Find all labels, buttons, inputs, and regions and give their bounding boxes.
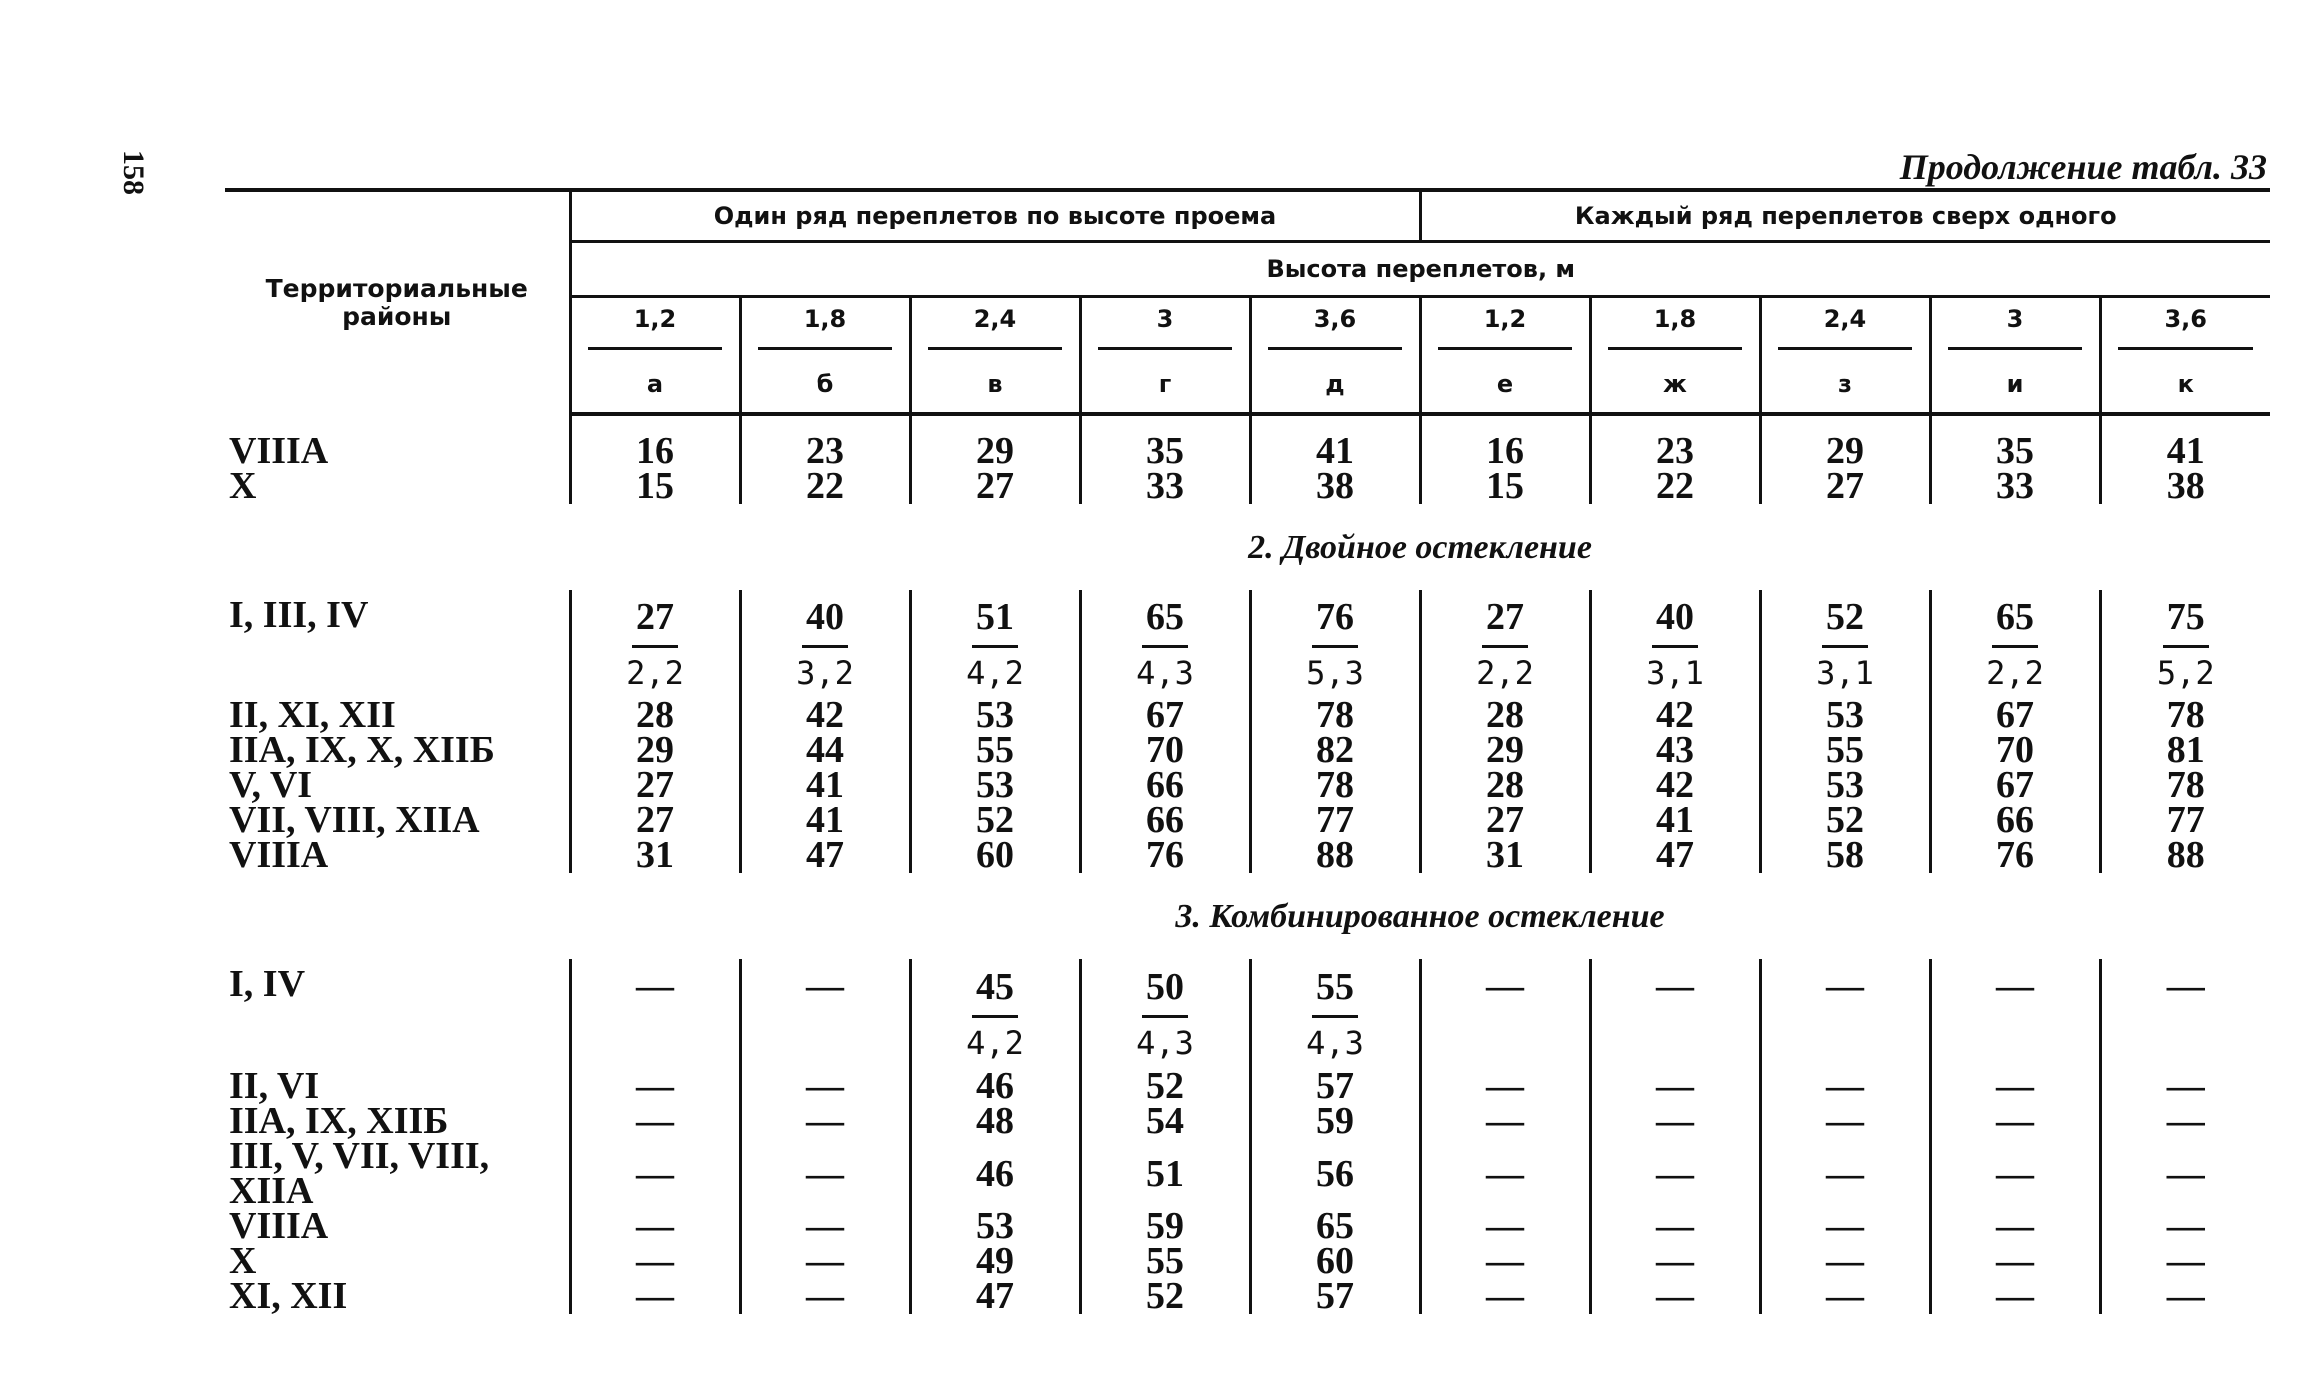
value-cell: 51 (1080, 1139, 1250, 1209)
group-right-header: Каждый ряд переплетов сверх одного (1420, 190, 2270, 242)
value-cell: 82 (1250, 733, 1420, 768)
height-value: 2,4 (1778, 305, 1912, 350)
value-cell: 41 (740, 768, 910, 803)
value-cell: 48 (910, 1104, 1080, 1139)
value-cell: — (570, 1069, 740, 1104)
column-letter: е (1420, 356, 1590, 414)
fraction-cell (1420, 959, 1590, 1069)
value-cell: 42 (1590, 698, 1760, 733)
value-cell: 43 (1590, 733, 1760, 768)
value-cell: 22 (1590, 469, 1760, 504)
height-header-cell (570, 297, 740, 357)
value-cell: — (1590, 1279, 1760, 1314)
value-cell: 28 (1420, 698, 1590, 733)
dash-value: — (1826, 965, 1864, 1007)
numerator: 40 (1652, 597, 1698, 648)
region-label: VIIIA (229, 1205, 329, 1247)
value-cell: 28 (570, 698, 740, 733)
value-cell: 57 (1250, 1279, 1420, 1314)
value-cell: 54 (1080, 1104, 1250, 1139)
value-cell: 16 (570, 434, 740, 469)
fraction-cell (740, 959, 910, 1069)
value-cell: 33 (1080, 469, 1250, 504)
value-cell: 47 (1590, 838, 1760, 873)
value-cell: — (1420, 1244, 1590, 1279)
dash-value: — (806, 965, 844, 1007)
dash-value: — (1656, 965, 1694, 1007)
fraction-cell (1760, 959, 1930, 1069)
fraction-cell (910, 959, 1080, 1069)
value-cell: — (2100, 1279, 2270, 1314)
fraction (1476, 597, 1534, 692)
fraction-cell (1590, 590, 1760, 698)
fraction-cell (910, 590, 1080, 698)
region-label: IIA, IX, XIIБ (229, 1100, 449, 1142)
height-value: 3,6 (1268, 305, 1402, 350)
numerator: 40 (802, 597, 848, 648)
denominator: 3,1 (1646, 653, 1704, 692)
height-value: 1,8 (758, 305, 892, 350)
value-cell: 52 (1760, 803, 1930, 838)
value-cell: 38 (1250, 469, 1420, 504)
denominator: 4,3 (1306, 1023, 1364, 1062)
table-row (225, 733, 2270, 768)
value-cell: 15 (570, 469, 740, 504)
column-letter: к (2100, 356, 2270, 414)
value-cell: 15 (1420, 469, 1590, 504)
fraction-cell (1080, 959, 1250, 1069)
fraction (1986, 597, 2044, 692)
section-title: 3. Комбинированное остекление (1175, 897, 1665, 935)
value-cell: — (740, 1209, 910, 1244)
height-header-cell (2100, 297, 2270, 357)
value-cell: 53 (910, 1209, 1080, 1244)
value-cell: 27 (570, 803, 740, 838)
section-spacer (225, 504, 570, 590)
fraction-cell (1760, 590, 1930, 698)
value-cell: 29 (1420, 733, 1590, 768)
value-cell: — (1760, 1244, 1930, 1279)
value-cell: — (1590, 1244, 1760, 1279)
value-cell: 46 (910, 1139, 1080, 1209)
value-cell: 42 (740, 698, 910, 733)
value-cell: 70 (1080, 733, 1250, 768)
value-cell: 78 (2100, 768, 2270, 803)
value-cell: — (1760, 1069, 1930, 1104)
value-cell: 77 (2100, 803, 2270, 838)
value-cell: 23 (1590, 434, 1760, 469)
table-row (225, 434, 2270, 469)
fraction (1306, 597, 1364, 692)
numerator: 65 (1992, 597, 2038, 648)
fraction (626, 597, 684, 692)
value-cell: — (1930, 1244, 2100, 1279)
value-cell: 29 (910, 434, 1080, 469)
value-cell: — (740, 1279, 910, 1314)
region-label: XI, XII (229, 1275, 348, 1317)
fraction (966, 967, 1024, 1062)
column-letter: а (570, 356, 740, 414)
value-cell: — (1760, 1139, 1930, 1209)
value-cell: 55 (910, 733, 1080, 768)
value-cell: 31 (1420, 838, 1590, 873)
value-cell: — (570, 1244, 740, 1279)
value-cell: 16 (1420, 434, 1590, 469)
value-cell: — (1760, 1104, 1930, 1139)
value-cell: 35 (1080, 434, 1250, 469)
table-row (225, 698, 2270, 733)
height-header-cell (1420, 297, 1590, 357)
value-cell: 27 (1420, 803, 1590, 838)
fraction-cell (1930, 959, 2100, 1069)
region-label: I, III, IV (229, 594, 369, 636)
fraction (1136, 597, 1194, 692)
value-cell: — (1420, 1279, 1590, 1314)
value-cell: 53 (910, 698, 1080, 733)
value-cell: 59 (1250, 1104, 1420, 1139)
denominator: 2,2 (626, 653, 684, 692)
numerator: 50 (1142, 967, 1188, 1018)
region-label: V, VI (229, 764, 313, 806)
section-spacer (225, 873, 570, 959)
numerator: 65 (1142, 597, 1188, 648)
value-cell: — (1590, 1139, 1760, 1209)
height-header-cell (1590, 297, 1760, 357)
fraction-cell (1080, 590, 1250, 698)
value-cell: 35 (1930, 434, 2100, 469)
value-cell: — (740, 1104, 910, 1139)
value-cell: 76 (1080, 838, 1250, 873)
value-cell: 78 (2100, 698, 2270, 733)
height-value: 3,6 (2118, 305, 2253, 350)
value-cell: 38 (2100, 469, 2270, 504)
column-letter: ж (1590, 356, 1760, 414)
value-cell: 67 (1080, 698, 1250, 733)
numerator: 55 (1312, 967, 1358, 1018)
value-cell: — (1930, 1069, 2100, 1104)
region-label: VIIIA (229, 834, 329, 876)
denominator: 2,2 (1986, 653, 2044, 692)
value-cell: — (740, 1244, 910, 1279)
value-cell: 60 (910, 838, 1080, 873)
value-cell: 41 (740, 803, 910, 838)
height-header-cell (1930, 297, 2100, 357)
height-caption: Высота переплетов, м (570, 242, 2270, 297)
region-label: X (229, 1240, 257, 1282)
page-number: 158 (117, 150, 150, 195)
value-cell: 78 (1250, 698, 1420, 733)
table-row (225, 1279, 2270, 1314)
value-cell: 52 (1080, 1279, 1250, 1314)
value-cell: 41 (1250, 434, 1420, 469)
value-cell: 52 (910, 803, 1080, 838)
value-cell: — (2100, 1244, 2270, 1279)
region-label: III, V, VII, VIII, XIIA (229, 1135, 490, 1212)
value-cell: 52 (1080, 1069, 1250, 1104)
fraction (796, 597, 854, 692)
value-cell: 27 (910, 469, 1080, 504)
value-cell: — (1760, 1209, 1930, 1244)
region-label: X (229, 465, 257, 507)
fraction (1816, 597, 1874, 692)
value-cell: 31 (570, 838, 740, 873)
value-cell: 29 (1760, 434, 1930, 469)
column-letter: в (910, 356, 1080, 414)
fraction-cell (570, 959, 740, 1069)
numerator: 27 (632, 597, 678, 648)
region-label: II, XI, XII (229, 694, 396, 736)
value-cell: — (2100, 1069, 2270, 1104)
value-cell: 56 (1250, 1139, 1420, 1209)
denominator: 5,3 (1306, 653, 1364, 692)
fraction-cell (1930, 590, 2100, 698)
denominator: 5,2 (2156, 653, 2215, 692)
fraction-cell (1420, 590, 1590, 698)
column-letter: б (740, 356, 910, 414)
height-value: 1,2 (588, 305, 722, 350)
denominator: 4,2 (966, 1023, 1024, 1062)
value-cell: 46 (910, 1069, 1080, 1104)
value-cell: 66 (1080, 768, 1250, 803)
value-cell: 55 (1760, 733, 1930, 768)
value-cell: 53 (1760, 768, 1930, 803)
table-row (225, 469, 2270, 504)
section-title: 2. Двойное остекление (1248, 528, 1592, 566)
value-cell: 81 (2100, 733, 2270, 768)
height-value: 3 (1098, 305, 1232, 350)
fraction (966, 597, 1024, 692)
height-header-cell (740, 297, 910, 357)
column-letter: з (1760, 356, 1930, 414)
value-cell: 44 (740, 733, 910, 768)
value-cell: 65 (1250, 1209, 1420, 1244)
fraction-cell (2100, 959, 2270, 1069)
value-cell: 29 (570, 733, 740, 768)
height-value: 1,8 (1608, 305, 1742, 350)
value-cell: — (570, 1139, 740, 1209)
value-cell: 47 (740, 838, 910, 873)
fraction-cell (2100, 590, 2270, 698)
value-cell: — (1930, 1104, 2100, 1139)
fraction (1136, 967, 1194, 1062)
denominator: 4,3 (1136, 653, 1194, 692)
value-cell: 78 (1250, 768, 1420, 803)
value-cell: 77 (1250, 803, 1420, 838)
value-cell: 27 (1760, 469, 1930, 504)
dash-value: — (1996, 965, 2034, 1007)
region-label: VIIIA (229, 430, 329, 472)
value-cell: 76 (1930, 838, 2100, 873)
value-cell: — (1590, 1069, 1760, 1104)
column-letter: и (1930, 356, 2100, 414)
numerator: 52 (1822, 597, 1868, 648)
value-cell: 66 (1930, 803, 2100, 838)
value-cell: — (1590, 1104, 1760, 1139)
height-header-cell (910, 297, 1080, 357)
numerator: 45 (972, 967, 1018, 1018)
region-column-header: Территориальные районы (225, 190, 570, 414)
value-cell: — (1930, 1139, 2100, 1209)
denominator: 3,1 (1816, 653, 1874, 692)
numerator: 51 (972, 597, 1018, 648)
value-cell: 53 (910, 768, 1080, 803)
value-cell: — (1760, 1279, 1930, 1314)
value-cell: 59 (1080, 1209, 1250, 1244)
value-cell: — (570, 1104, 740, 1139)
value-cell: 88 (2100, 838, 2270, 873)
fraction-row (225, 590, 2270, 698)
fraction-row (225, 959, 2270, 1069)
dash-value: — (2166, 965, 2205, 1007)
dash-value: — (636, 965, 674, 1007)
table-row (225, 803, 2270, 838)
fraction (1646, 597, 1704, 692)
value-cell: 22 (740, 469, 910, 504)
region-label: II, VI (229, 1065, 320, 1107)
height-value: 2,4 (928, 305, 1062, 350)
height-value: 3 (1948, 305, 2082, 350)
fraction-cell (1250, 959, 1420, 1069)
dash-value: — (1486, 965, 1524, 1007)
fraction-cell (740, 590, 910, 698)
region-label: I, IV (229, 963, 306, 1005)
value-cell: 33 (1930, 469, 2100, 504)
region-label: IIA, IX, X, XIIБ (229, 729, 495, 771)
value-cell: 47 (910, 1279, 1080, 1314)
value-cell: 58 (1760, 838, 1930, 873)
value-cell: 41 (1590, 803, 1760, 838)
data-table (225, 188, 2270, 1317)
table-row (225, 1209, 2270, 1244)
value-cell: 27 (570, 768, 740, 803)
denominator: 2,2 (1476, 653, 1534, 692)
value-cell: — (2100, 1209, 2270, 1244)
denominator: 4,2 (966, 653, 1024, 692)
denominator: 4,3 (1136, 1023, 1194, 1062)
value-cell: — (1420, 1104, 1590, 1139)
table-row (225, 1244, 2270, 1279)
value-cell: — (1420, 1069, 1590, 1104)
denominator: 3,2 (796, 653, 854, 692)
value-cell: 41 (2100, 434, 2270, 469)
height-value: 1,2 (1438, 305, 1572, 350)
value-cell: — (570, 1209, 740, 1244)
numerator: 27 (1482, 597, 1528, 648)
column-letter: г (1080, 356, 1250, 414)
value-cell: — (1590, 1209, 1760, 1244)
height-header-cell (1250, 297, 1420, 357)
value-cell: — (2100, 1139, 2270, 1209)
value-cell: — (1930, 1279, 2100, 1314)
value-cell: 42 (1590, 768, 1760, 803)
value-cell: — (1420, 1209, 1590, 1244)
continuation-title: Продолжение табл. 33 (1899, 147, 2267, 187)
value-cell: — (1420, 1139, 1590, 1209)
value-cell: 88 (1250, 838, 1420, 873)
height-header-cell (1080, 297, 1250, 357)
numerator: 75 (2163, 597, 2209, 648)
value-cell: 49 (910, 1244, 1080, 1279)
value-cell: 57 (1250, 1069, 1420, 1104)
fraction-cell (570, 590, 740, 698)
value-cell: 70 (1930, 733, 2100, 768)
value-cell: — (740, 1139, 910, 1209)
table-row (225, 1069, 2270, 1104)
group-left-header: Один ряд переплетов по высоте проема (570, 190, 1420, 242)
region-label: VII, VIII, XIIA (229, 799, 480, 841)
value-cell: 55 (1080, 1244, 1250, 1279)
value-cell: 67 (1930, 768, 2100, 803)
fraction-cell (1590, 959, 1760, 1069)
fraction (2157, 597, 2215, 692)
fraction (1306, 967, 1364, 1062)
value-cell: 67 (1930, 698, 2100, 733)
value-cell: 28 (1420, 768, 1590, 803)
table-row (225, 1104, 2270, 1139)
value-cell: 53 (1760, 698, 1930, 733)
value-cell: 66 (1080, 803, 1250, 838)
value-cell: — (570, 1279, 740, 1314)
table-row (225, 838, 2270, 873)
value-cell: 60 (1250, 1244, 1420, 1279)
column-letter: д (1250, 356, 1420, 414)
value-cell: — (2100, 1104, 2270, 1139)
value-cell: 23 (740, 434, 910, 469)
fraction-cell (1250, 590, 1420, 698)
numerator: 76 (1312, 597, 1358, 648)
table-row (225, 1139, 2270, 1209)
table-row (225, 768, 2270, 803)
value-cell: — (740, 1069, 910, 1104)
height-header-cell (1760, 297, 1930, 357)
value-cell: — (1930, 1209, 2100, 1244)
